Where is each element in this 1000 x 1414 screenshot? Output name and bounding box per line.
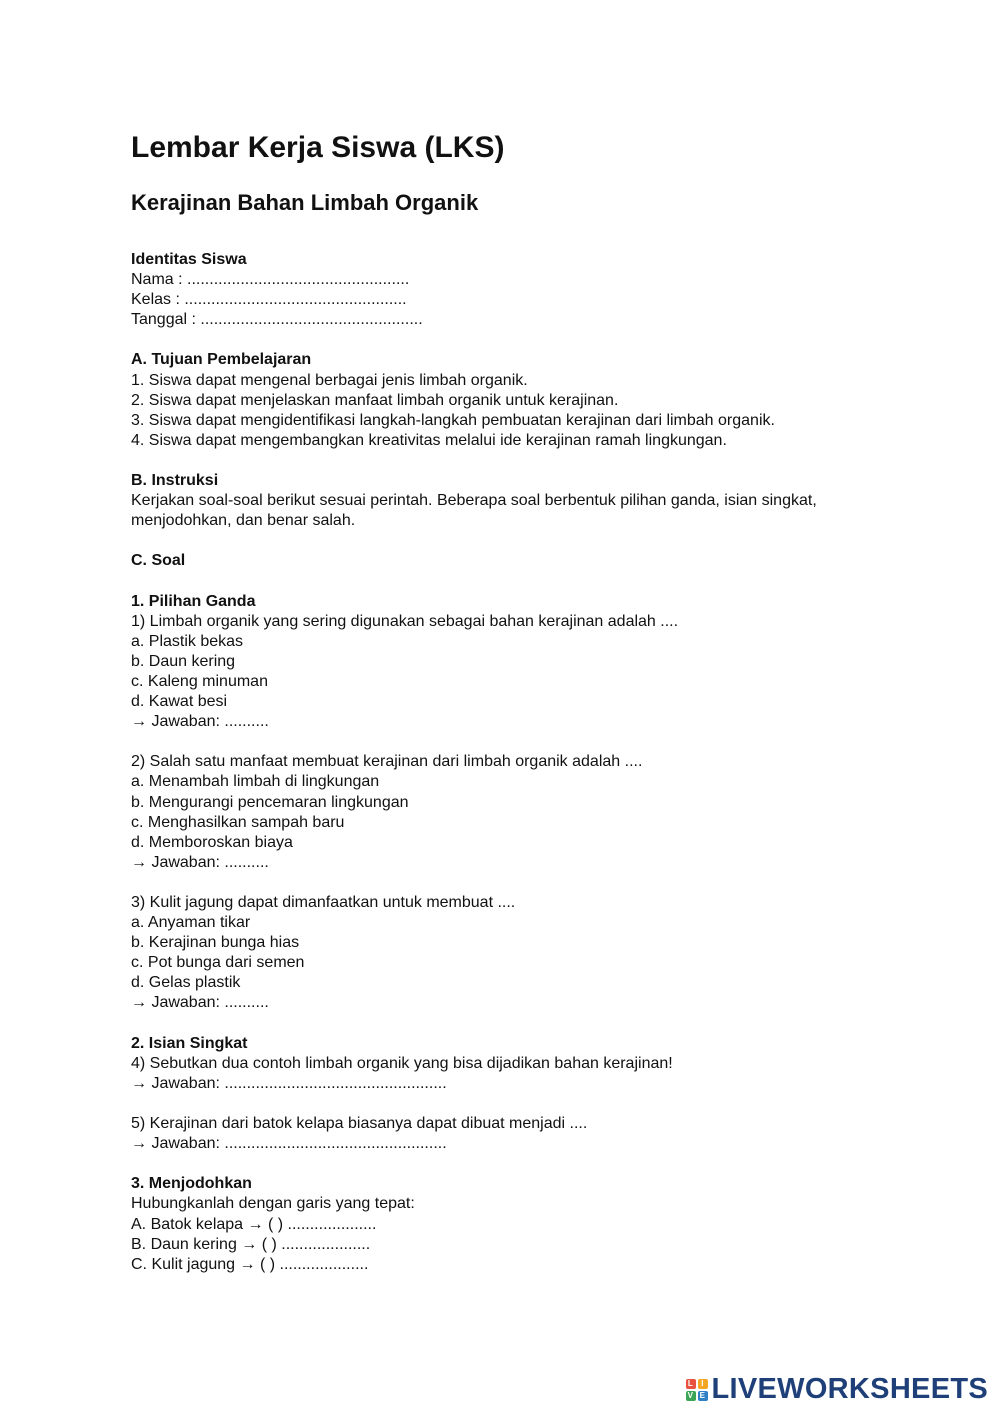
tanggal-field[interactable]: Tanggal : .................................................. bbox=[131, 311, 423, 329]
tujuan-heading: A. Tujuan Pembelajaran bbox=[131, 351, 312, 369]
question-1: 1) Limbah organik yang sering digunakan sebagai bahan kerajinan adalah .... bbox=[131, 612, 679, 630]
option-item[interactable]: a. Menambah limbah di lingkungan bbox=[131, 773, 380, 791]
option-item[interactable]: d. Memboroskan biaya bbox=[131, 833, 293, 851]
instruksi-heading: B. Instruksi bbox=[131, 472, 219, 490]
question-2: 2) Salah satu manfaat membuat kerajinan dari limbah organik adalah .... bbox=[131, 753, 643, 771]
logo-tile: E bbox=[698, 1391, 708, 1401]
logo-grid-icon bbox=[686, 1379, 708, 1401]
kelas-field[interactable]: Kelas : .................................................. bbox=[131, 291, 407, 309]
answer-field-4[interactable]: → Jawaban: .................................................. bbox=[131, 1074, 447, 1092]
logo-tile: L bbox=[686, 1379, 696, 1389]
instruksi-text-2: menjodohkan, dan benar salah. bbox=[131, 512, 356, 530]
worksheet-body bbox=[131, 250, 891, 1275]
brand-name: LIVEWORKSHEETS bbox=[711, 1373, 988, 1405]
option-item[interactable]: b. Kerajinan bunga hias bbox=[131, 934, 300, 952]
menjodohkan-instruction: Hubungkanlah dengan garis yang tepat: bbox=[131, 1195, 415, 1213]
matching-item[interactable]: A. Batok kelapa → ( ) .................... bbox=[131, 1215, 377, 1233]
soal-heading: C. Soal bbox=[131, 552, 186, 570]
page-subtitle: Kerajinan Bahan Limbah Organik bbox=[131, 190, 479, 215]
logo-tile: I bbox=[698, 1379, 708, 1389]
question-5: 5) Kerajinan dari batok kelapa biasanya dapat dibuat menjadi .... bbox=[131, 1115, 588, 1133]
option-item[interactable]: c. Kaleng minuman bbox=[131, 672, 268, 690]
tujuan-item: 4. Siswa dapat mengembangkan kreativitas melalui ide kerajinan ramah lingkungan. bbox=[131, 431, 727, 449]
option-item[interactable]: a. Anyaman tikar bbox=[131, 914, 251, 932]
instruksi-text-1: Kerjakan soal-soal berikut sesuai perintah. Beberapa soal berbentuk pilihan ganda, isian singkat, bbox=[131, 492, 817, 510]
question-3: 3) Kulit jagung dapat dimanfaatkan untuk membuat .... bbox=[131, 894, 516, 911]
identitas-heading: Identitas Siswa bbox=[131, 251, 247, 268]
option-item[interactable]: d. Gelas plastik bbox=[131, 974, 241, 992]
option-item[interactable]: c. Menghasilkan sampah baru bbox=[131, 813, 345, 831]
matching-item[interactable]: C. Kulit jagung → ( ) .................... bbox=[131, 1255, 369, 1273]
answer-field-3[interactable]: → Jawaban: .......... bbox=[131, 994, 269, 1012]
option-item[interactable]: a. Plastik bekas bbox=[131, 632, 244, 650]
option-item[interactable]: b. Daun kering bbox=[131, 652, 236, 670]
answer-field-1[interactable]: → Jawaban: .......... bbox=[131, 713, 269, 731]
pilihan-ganda-heading: 1. Pilihan Ganda bbox=[131, 592, 256, 610]
liveworksheets-logo bbox=[686, 1373, 989, 1406]
tujuan-item: 1. Siswa dapat mengenal berbagai jenis limbah organik. bbox=[131, 371, 528, 389]
logo-tile: V bbox=[686, 1391, 696, 1401]
menjodohkan-heading: 3. Menjodohkan bbox=[131, 1175, 252, 1193]
answer-field-2[interactable]: → Jawaban: .......... bbox=[131, 853, 269, 871]
tujuan-item: 2. Siswa dapat menjelaskan manfaat limbah organik untuk kerajinan. bbox=[131, 391, 619, 409]
tujuan-item: 3. Siswa dapat mengidentifikasi langkah-langkah pembuatan kerajinan dari limbah organik. bbox=[131, 411, 775, 429]
isian-singkat-heading: 2. Isian Singkat bbox=[131, 1034, 248, 1052]
matching-item[interactable]: B. Daun kering → ( ) .................... bbox=[131, 1235, 371, 1253]
question-4: 4) Sebutkan dua contoh limbah organik yang bisa dijadikan bahan kerajinan! bbox=[131, 1054, 673, 1072]
option-item[interactable]: d. Kawat besi bbox=[131, 693, 228, 711]
option-item[interactable]: c. Pot bunga dari semen bbox=[131, 954, 305, 972]
answer-field-5[interactable]: → Jawaban: .................................................. bbox=[131, 1135, 447, 1153]
option-item[interactable]: b. Mengurangi pencemaran lingkungan bbox=[131, 793, 409, 811]
nama-field[interactable]: Nama : .................................................. bbox=[131, 271, 410, 289]
page-title: Lembar Kerja Siswa (LKS) bbox=[131, 131, 505, 164]
